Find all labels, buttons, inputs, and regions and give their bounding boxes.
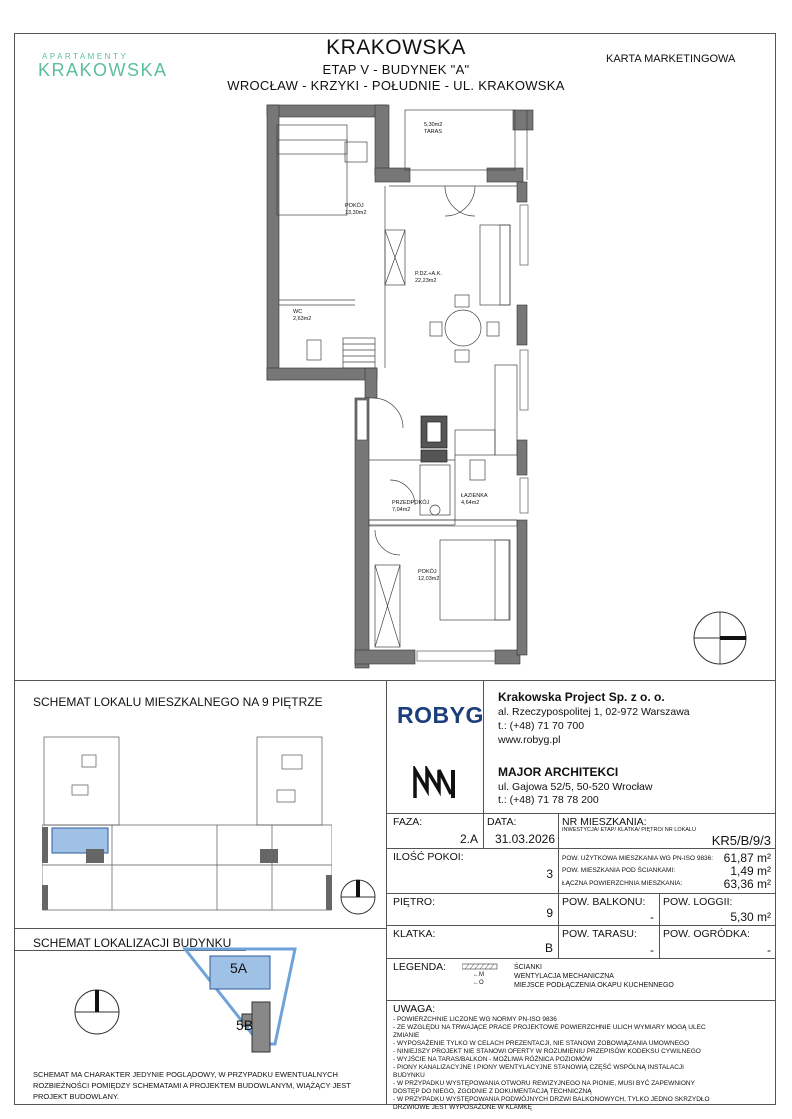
shaft: [343, 338, 375, 368]
divider: [386, 925, 776, 926]
legend-title: LEGENDA:: [393, 961, 447, 973]
pokoi-label: ILOŚĆ POKOI:: [393, 851, 464, 863]
pow-uzytkowa-value: 61,87 m²: [723, 851, 771, 865]
developer-name: Krakowska Project Sp. z o. o.: [498, 690, 665, 704]
taras-value: -: [650, 943, 654, 957]
note-item: - WYJŚCIE NA TARAS/BALKON - MOŻLIWA RÓŻNICA POZIOMÓW: [393, 1056, 593, 1063]
room-name: PRZEDPOKÓJ: [392, 500, 430, 506]
note-item: - WYPOSAŻENIE TYLKO W CELACH PREZENTACJI, NIE STANOWI ZOBOWIĄZANIA UMOWNEGO: [393, 1040, 690, 1047]
building-5a-label: 5A: [230, 960, 248, 976]
pietro-value: 9: [546, 906, 553, 920]
door-swing: [445, 186, 475, 216]
brand-logo-big: KRAKOWSKA: [38, 60, 168, 80]
wall: [267, 368, 377, 380]
legend-item: WENTYLACJA MECHANICZNA: [514, 973, 614, 980]
note-item: - ZE WZGLĘDU NA TRWAJĄCE PRACE PROJEKTOWE POWIERZCHNIE ULICH WYMIARY MOGĄ ULEC ZMIANIE: [393, 1024, 706, 1039]
pow-laczna-value: 63,36 m²: [723, 877, 771, 891]
toilet: [470, 460, 485, 480]
room-name: POKÓJ: [345, 203, 364, 209]
wall: [517, 520, 527, 655]
wall-hatch-icon: [462, 963, 498, 971]
window: [417, 651, 495, 661]
divider: [386, 958, 776, 959]
architect-name: MAJOR ARCHITEKCI: [498, 765, 619, 779]
wall: [495, 650, 520, 664]
room-name: POKÓJ: [418, 569, 437, 575]
window: [520, 478, 528, 513]
room-area: 7,04m2: [392, 507, 411, 513]
legend-item: ŚCIANKI: [514, 964, 543, 971]
wall: [355, 650, 415, 664]
wall: [517, 305, 527, 345]
sofa: [480, 225, 510, 305]
room-area: 13,30m2: [345, 210, 367, 216]
robyg-logo: ROBYG: [397, 702, 484, 728]
developer-web[interactable]: www.robyg.pl: [498, 734, 561, 746]
legend-items: [514, 963, 674, 990]
divider: [14, 680, 776, 681]
divider: [483, 813, 484, 848]
vent-symbol-icon: ←M: [473, 972, 484, 978]
loggia-value: 5,30 m²: [730, 910, 771, 924]
bed: [277, 125, 347, 215]
developer-phone: t.: (+48) 71 70 700: [498, 720, 585, 732]
developer-address: al. Rzeczypospolitej 1, 02-972 Warszawa: [498, 706, 690, 718]
nr-sub: INWESTYCJA/ ETAP/ KLATKA/ PIĘTRO/ NR LOKALU: [562, 827, 696, 833]
note-item: - W PRZYPADKU WYSTĘPOWANIA OTWORU REWIZYJNEGO NA PIONIE, MUSI BYĆ ZAPEWNIONY DOSTĘP DO NIEGO, ZGODNIE Z DOKUMENTACJĄ TECHNICZNĄ: [393, 1080, 695, 1095]
room-label: [415, 271, 455, 285]
room-area: 2,63m2: [293, 316, 312, 322]
architect-logo-icon: [413, 766, 463, 800]
north-arrow-icon: [692, 610, 748, 666]
room-name: ŁAZIENKA: [461, 493, 488, 499]
page-title: KRAKOWSKA: [326, 36, 466, 59]
window: [357, 400, 367, 440]
room-area: 5,30m2: [424, 122, 443, 128]
klatka-label: KLATKA:: [393, 928, 436, 940]
room-area: 22,23m2: [415, 278, 437, 284]
room-label: [293, 309, 323, 323]
room-label: [392, 500, 432, 514]
dining-table: [445, 310, 481, 346]
note-item: - PIONY KANALIZACYJNE I PIONY WENTYLACYJNE STANOWIĄ CZĘŚĆ WSPÓLNĄ INSTALACJI BUDYNKU: [393, 1064, 684, 1079]
notes-list: [393, 1016, 713, 1112]
faza-label: FAZA:: [393, 816, 423, 828]
kitchen-counter: [495, 365, 517, 455]
stage-building: ETAP V - BUDYNEK "A": [322, 62, 470, 77]
pow-pod-scianami-label: POW. MIESZKANIA POD ŚCIANKAMI:: [562, 867, 676, 874]
hood-symbol-icon: ←O: [473, 980, 484, 986]
room-area: 4,64m2: [461, 500, 480, 506]
faza-value: 2.A: [459, 832, 478, 846]
divider: [483, 680, 484, 813]
ogrodek-value: -: [767, 943, 771, 957]
room-name: P.DZ.+A.K.: [415, 271, 442, 277]
bed: [440, 540, 510, 620]
klatka-value: B: [544, 941, 553, 955]
architect-phone: t.: (+48) 71 78 78 200: [498, 794, 599, 806]
brand-logo: [38, 52, 168, 81]
note-item: - POWIERZCHNIE LICZONE WG NORMY PN-ISO 9836: [393, 1016, 557, 1023]
room-label: [424, 122, 454, 136]
room-label: [461, 493, 501, 507]
pow-pod-scianami-value: 1,49 m²: [730, 864, 771, 878]
data-value: 31.03.2026: [494, 832, 555, 846]
brand-logo-small: APARTAMENTY: [42, 52, 129, 61]
note-item: - NINIEJSZY PROJEKT NIE STANOWI OFERTY W ROZUMIENIU PRZEPISÓW KODEKSU CYWILNEGO: [393, 1048, 701, 1055]
wall: [267, 105, 387, 117]
divider: [14, 928, 386, 929]
divider: [659, 893, 660, 958]
data-label: DATA:: [487, 816, 517, 828]
room-area: 12,03m2: [418, 576, 440, 582]
room-name: WC: [293, 309, 303, 315]
door-swing: [373, 398, 403, 428]
pietro-label: PIĘTRO:: [393, 896, 436, 908]
wall: [517, 182, 527, 202]
window: [520, 350, 528, 410]
divider: [386, 848, 776, 849]
architect-address: ul. Gajowa 52/5, 50-520 Wrocław: [498, 781, 653, 793]
balkon-label: POW. BALKONU:: [562, 896, 646, 908]
window: [520, 205, 528, 265]
wall: [375, 105, 389, 175]
location-line: WROCŁAW - KRZYKI - POŁUDNIE - UL. KRAKOWSKA: [227, 78, 565, 93]
pokoi-value: 3: [546, 867, 553, 881]
loggia-label: POW. LOGGII:: [663, 896, 733, 908]
desk: [345, 142, 367, 162]
toilet: [307, 340, 321, 360]
note-item: - W PRZYPADKU WYSTĘPOWANIA PODWÓJNYCH DRZWI BALKONOWYCH, TYLKO JEDNO SKRZYDŁO DRZWIOWE JEST WYPOSAŻONE W KLAMKĘ: [393, 1096, 710, 1111]
divider: [558, 813, 559, 958]
floor-schema: [42, 735, 332, 915]
balkon-value: -: [650, 910, 654, 924]
room-name: TARAS: [424, 129, 442, 135]
ogrodek-label: POW. OGRÓDKA:: [663, 928, 750, 940]
section-title: SCHEMAT LOKALIZACJI BUDYNKU: [33, 936, 232, 950]
divider: [386, 1000, 776, 1001]
floor-plan: [255, 100, 555, 670]
doc-type: KARTA MARKETINGOWA: [606, 53, 736, 65]
wall: [365, 368, 377, 398]
building-5b-label: 5B: [236, 1017, 254, 1033]
nr-label: NR MIESZKANIA:: [562, 816, 647, 828]
room-label: [345, 203, 375, 217]
disclaimer: SCHEMAT MA CHARAKTER JEDYNIE POGLĄDOWY, W PRZYPADKU EWENTUALNYCH ROZBIEŻNOŚCI POMIĘDZY SCHEMATAMI A PROJEKTEM BUDOWLANYM, WIĄŻĄCY JEST PROJEKT BUDOWLANY.: [33, 1070, 351, 1101]
room-label: [418, 569, 448, 583]
north-arrow-icon: [72, 987, 122, 1037]
wall: [513, 110, 533, 130]
pow-uzytkowa-label: POW. UŻYTKOWA MIESZKANIA WG PN-ISO 9836:: [562, 855, 714, 862]
divider: [386, 813, 776, 814]
wall: [517, 440, 527, 475]
north-arrow-icon: [338, 877, 378, 917]
nr-value: KR5/B/9/3: [711, 833, 771, 848]
section-title: SCHEMAT LOKALU MIESZKALNEGO NA 9 PIĘTRZE: [33, 695, 323, 709]
loggia-outline: [405, 110, 515, 170]
divider: [386, 893, 776, 894]
notes-title: UWAGA:: [393, 1003, 436, 1015]
taras-label: POW. TARASU:: [562, 928, 637, 940]
legend-item: MIEJSCE PODŁĄCZENIA OKAPU KUCHENNEGO: [514, 982, 674, 989]
pow-laczna-label: ŁĄCZNA POWIERZCHNIA MIESZKANIA:: [562, 880, 683, 887]
